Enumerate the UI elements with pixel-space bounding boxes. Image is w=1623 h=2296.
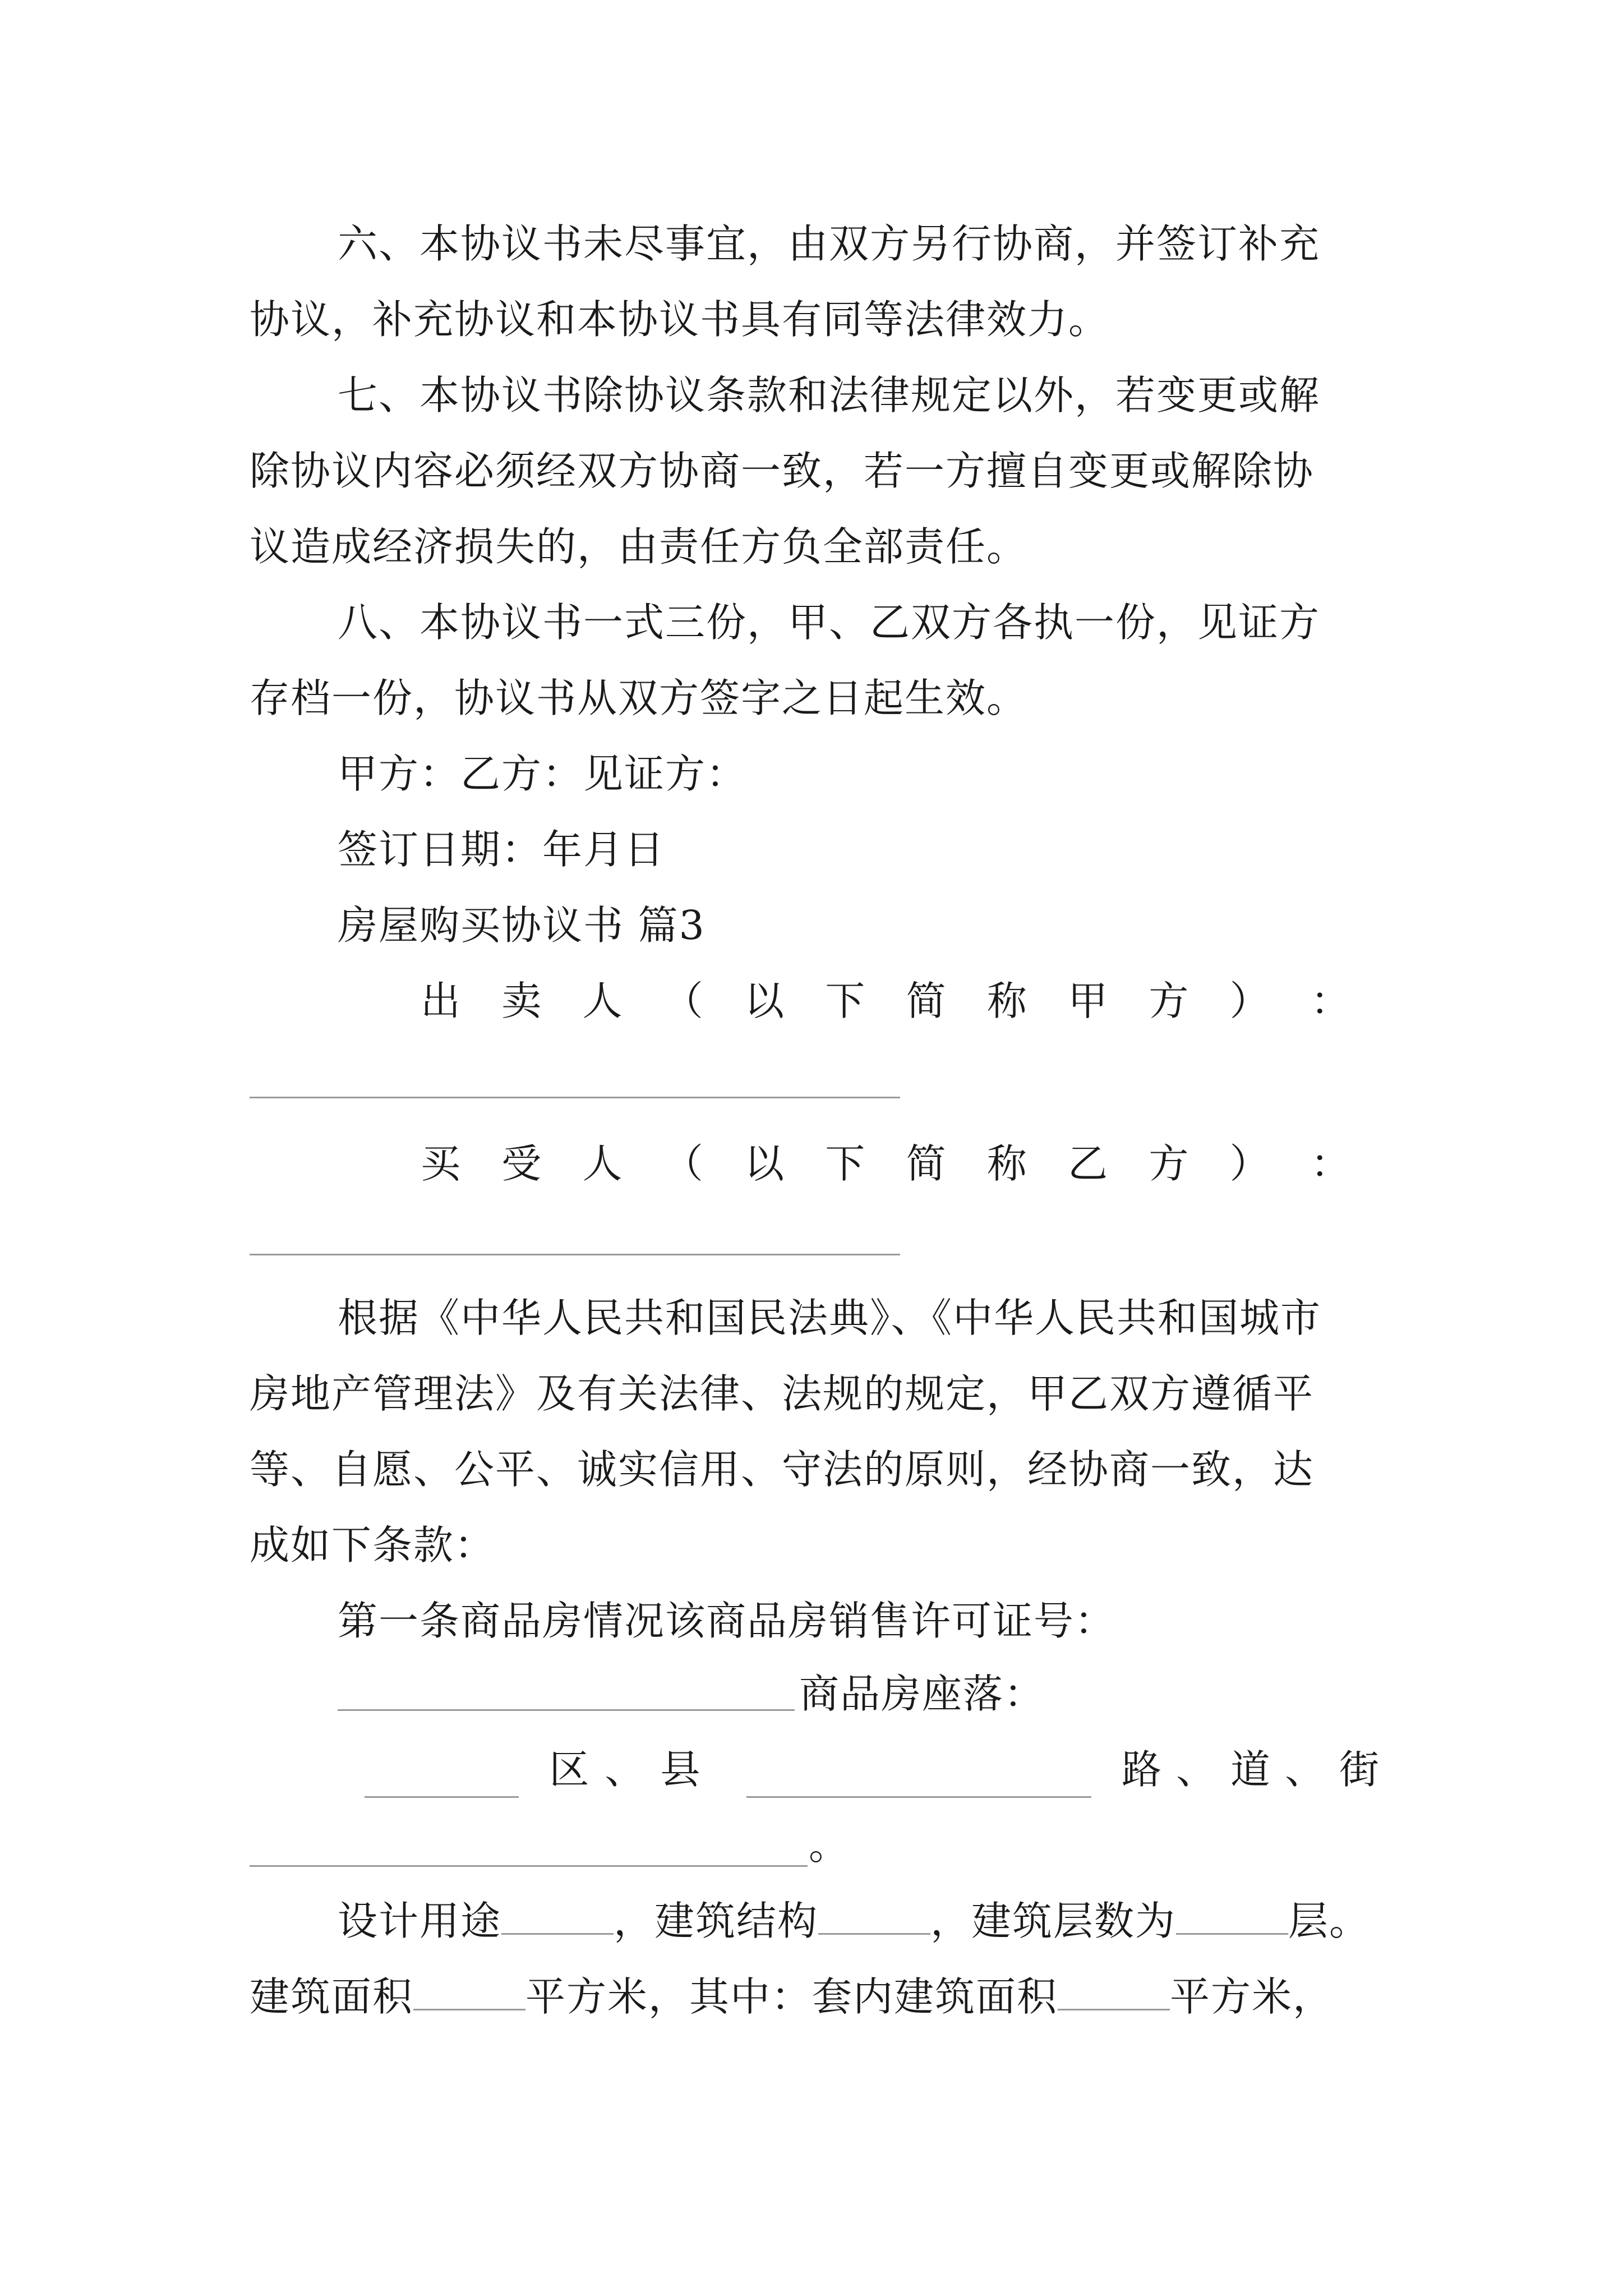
structure-label: ，建筑结构	[614, 1898, 819, 1944]
buyer-char: 人	[582, 1140, 624, 1187]
seller-char: 出	[421, 978, 462, 1024]
clause-7-line-2: 除协议内容必须经双方协商一致，若一方擅自变更或解除协	[250, 448, 1315, 494]
usage-line	[338, 1893, 1394, 1949]
basis-line-3: 等、自愿、公平、诚实信用、守法的原则，经协商一致，达	[250, 1446, 1315, 1493]
address-end-mark: 。	[809, 1822, 850, 1869]
buyer-char: 买	[421, 1140, 462, 1187]
inner-area-blank	[1058, 1970, 1170, 2010]
address-line	[365, 1742, 1394, 1798]
usage-blank	[501, 1894, 614, 1935]
area-unit: 平方米，其中：套内建筑面积	[525, 1973, 1058, 2020]
road-label: 路、道、街	[1121, 1746, 1394, 1793]
signing-date: 签订日期：年月日	[338, 826, 666, 873]
seller-char: ：	[1310, 978, 1352, 1024]
section-title: 房屋购买协议书 篇3	[338, 902, 706, 949]
floors-label: ，建筑层数为	[930, 1898, 1177, 1944]
clause-8-line-2: 存档一份，协议书从双方签字之日起生效。	[250, 675, 1028, 721]
license-number-blank	[338, 1709, 795, 1711]
seller-char: 卖	[501, 978, 543, 1024]
inner-area-unit: 平方米，	[1170, 1973, 1334, 2020]
area-line	[250, 1969, 1394, 2025]
buyer-char: 简	[906, 1140, 947, 1187]
seller-char: ）	[1229, 978, 1271, 1024]
seller-char: 简	[906, 978, 947, 1024]
basis-line-4: 成如下条款：	[250, 1522, 496, 1568]
clause-7-line-3: 议造成经济损失的，由责任方负全部责任。	[250, 523, 1028, 570]
seller-char: 称	[986, 978, 1028, 1024]
buyer-char: 以	[744, 1140, 786, 1187]
district-blank	[365, 1757, 519, 1798]
buyer-char: 称	[986, 1140, 1028, 1187]
floors-unit: 层。	[1288, 1898, 1371, 1944]
buyer-char: 下	[825, 1140, 866, 1187]
clause-7-line-1: 七、本协议书除协议条款和法律规定以外，若变更或解	[338, 372, 1321, 418]
basis-line-2: 房地产管理法》及有关法律、法规的规定，甲乙双方遵循平	[250, 1370, 1315, 1417]
clause-6-line-1: 六、本协议书未尽事宜，由双方另行协商，并签订补充	[338, 220, 1321, 267]
buyer-line	[421, 1136, 1352, 1192]
floors-blank	[1176, 1894, 1288, 1935]
district-label: 区、县	[549, 1746, 716, 1793]
buyer-char: （	[663, 1140, 704, 1187]
clause-8-line-1: 八、本协议书一式三份，甲、乙双方各执一份，见证方	[338, 599, 1321, 646]
seller-char: 人	[582, 978, 624, 1024]
street-number-blank	[250, 1865, 808, 1867]
basis-line-1: 根据《中华人民共和国民法典》、《中华人民共和国城市	[338, 1295, 1322, 1341]
structure-blank	[818, 1894, 930, 1935]
seller-line	[421, 973, 1352, 1029]
clause-6-line-2: 协议，补充协议和本协议书具有同等法律效力。	[250, 296, 1110, 343]
buyer-char: 方	[1149, 1140, 1190, 1187]
buyer-char: ）	[1229, 1140, 1271, 1187]
area-label: 建筑面积	[250, 1973, 414, 2020]
seller-char: （	[663, 978, 704, 1024]
seller-char: 方	[1149, 978, 1190, 1024]
area-blank	[413, 1970, 525, 2010]
seller-char: 下	[825, 978, 866, 1024]
location-label: 商品房座落：	[799, 1671, 1045, 1717]
buyer-blank-line	[250, 1254, 900, 1255]
seller-char: 以	[744, 978, 786, 1024]
article-1-line-1: 第一条商品房情况该商品房销售许可证号：	[338, 1598, 1116, 1644]
buyer-char: 受	[501, 1140, 543, 1187]
buyer-char: 乙	[1068, 1140, 1109, 1187]
usage-label: 设计用途	[338, 1898, 502, 1944]
signature-parties: 甲方：乙方：见证方：	[338, 751, 748, 797]
road-name-blank	[746, 1757, 1091, 1798]
seller-blank-line	[250, 1097, 900, 1098]
seller-char: 甲	[1068, 978, 1109, 1024]
buyer-char: ：	[1310, 1140, 1352, 1187]
